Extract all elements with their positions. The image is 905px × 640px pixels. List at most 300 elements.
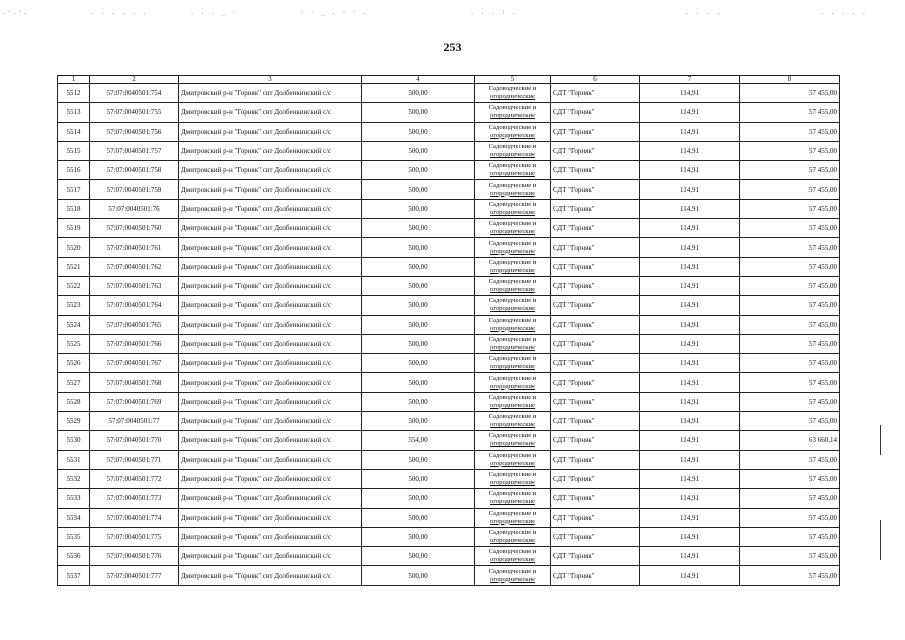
organization: СДТ "Горняк" bbox=[551, 450, 640, 469]
land-use-line-1: Садоводческие и bbox=[488, 181, 537, 189]
address: Дмитровский р-н "Горняк" снт Долбенкинский с/с bbox=[179, 450, 362, 469]
organization: СДТ "Горняк" bbox=[551, 334, 640, 353]
cadastral-number: 57:07:0040501:775 bbox=[90, 527, 179, 546]
address: Дмитровский р-н "Горняк" снт Долбенкинский с/с bbox=[179, 103, 362, 122]
area: 500,00 bbox=[362, 276, 475, 295]
cadastral-number: 57:07:0040501:768 bbox=[90, 373, 179, 392]
cadastral-value: 57 455,00 bbox=[740, 547, 840, 566]
cadastral-value: 57 455,00 bbox=[740, 103, 840, 122]
land-use-line-1: Садоводческие и bbox=[488, 548, 537, 556]
row-number: 5522 bbox=[58, 276, 90, 295]
cadastral-number: 57:07:0040501:762 bbox=[90, 257, 179, 276]
row-number: 5517 bbox=[58, 180, 90, 199]
area: 500,00 bbox=[362, 296, 475, 315]
area: 500,00 bbox=[362, 161, 475, 180]
land-use bbox=[475, 84, 551, 103]
cadastral-value: 57 455,00 bbox=[740, 566, 840, 585]
table-row bbox=[58, 334, 840, 353]
cadastral-value: 57 455,00 bbox=[740, 84, 840, 103]
land-use-line-1: Садоводческие и bbox=[488, 278, 537, 286]
land-use bbox=[475, 392, 551, 411]
cadastral-number: 57:07:0040501:773 bbox=[90, 489, 179, 508]
address: Дмитровский р-н "Горняк" снт Долбенкинский с/с bbox=[179, 141, 362, 160]
land-use-line-2: огороднические bbox=[490, 305, 535, 313]
area: 500,00 bbox=[362, 315, 475, 334]
organization: СДТ "Горняк" bbox=[551, 527, 640, 546]
table-row bbox=[58, 566, 840, 585]
address: Дмитровский р-н "Горняк" снт Долбенкинский с/с bbox=[179, 527, 362, 546]
land-use bbox=[475, 161, 551, 180]
land-use-line-2: огороднические bbox=[490, 228, 535, 236]
address: Дмитровский р-н "Горняк" снт Долбенкинский с/с bbox=[179, 354, 362, 373]
land-use bbox=[475, 199, 551, 218]
rate: 114,91 bbox=[640, 334, 740, 353]
land-use bbox=[475, 315, 551, 334]
organization: СДТ "Горняк" bbox=[551, 199, 640, 218]
land-use-line-2: огороднические bbox=[490, 170, 535, 178]
land-use-line-2: огороднические bbox=[490, 324, 535, 332]
rate: 114,91 bbox=[640, 122, 740, 141]
land-use-line-2: огороднические bbox=[490, 247, 535, 255]
table-row bbox=[58, 103, 840, 122]
address: Дмитровский р-н "Горняк" снт Долбенкинский с/с bbox=[179, 180, 362, 199]
row-number: 5514 bbox=[58, 122, 90, 141]
address: Дмитровский р-н "Горняк" снт Долбенкинский с/с bbox=[179, 469, 362, 488]
land-use-line-2: огороднические bbox=[490, 344, 535, 351]
land-use-line-2: огороднические bbox=[490, 363, 535, 371]
cadastral-value: 57 455,00 bbox=[740, 257, 840, 276]
organization: СДТ "Горняк" bbox=[551, 547, 640, 566]
cadastral-number: 57:07:0040501:759 bbox=[90, 180, 179, 199]
row-number: 5534 bbox=[58, 508, 90, 527]
land-use-line-2: огороднические bbox=[490, 112, 535, 120]
land-use bbox=[475, 180, 551, 199]
table-row bbox=[58, 527, 840, 546]
cadastral-number: 57:07:0040501:757 bbox=[90, 141, 179, 160]
land-use-line-1: Садоводческие и bbox=[488, 471, 537, 479]
cadastral-number: 57:07:0040501:760 bbox=[90, 219, 179, 238]
row-number: 5525 bbox=[58, 334, 90, 353]
organization: СДТ "Горняк" bbox=[551, 296, 640, 315]
land-use-line-2: огороднические bbox=[490, 382, 535, 390]
scan-noise: .-.-. . . . . . . . . . _ - - - _ . - - . . . . : . . . . . . . . . . bbox=[2, 8, 867, 16]
land-use bbox=[475, 450, 551, 469]
cadastral-value: 57 455,00 bbox=[740, 315, 840, 334]
page-number: 253 bbox=[443, 40, 462, 54]
land-use-line-2: огороднические bbox=[490, 151, 535, 159]
land-use-line-2: огороднические bbox=[490, 266, 535, 274]
cadastral-number: 57:07:0040501:770 bbox=[90, 431, 179, 450]
row-number: 5521 bbox=[58, 257, 90, 276]
organization: СДТ "Горняк" bbox=[551, 469, 640, 488]
address: Дмитровский р-н "Горняк" снт Долбенкинский с/с bbox=[179, 392, 362, 411]
column-number: 5 bbox=[475, 76, 551, 84]
address: Дмитровский р-н "Горняк" снт Долбенкинский с/с bbox=[179, 508, 362, 527]
table-row bbox=[58, 238, 840, 257]
cadastral-value: 57 455,00 bbox=[740, 392, 840, 411]
area: 500,00 bbox=[362, 508, 475, 527]
land-use bbox=[475, 566, 551, 585]
column-number: 3 bbox=[179, 76, 362, 84]
land-use bbox=[475, 257, 551, 276]
cadastral-value: 57 455,00 bbox=[740, 199, 840, 218]
margin-mark bbox=[880, 520, 881, 560]
cadastral-value: 57 455,00 bbox=[740, 276, 840, 295]
column-number: 8 bbox=[740, 76, 840, 84]
row-number: 5520 bbox=[58, 238, 90, 257]
rate: 114,91 bbox=[640, 508, 740, 527]
area: 554,00 bbox=[362, 431, 475, 450]
land-use-line-1: Садоводческие и bbox=[488, 509, 537, 517]
organization: СДТ "Горняк" bbox=[551, 84, 640, 103]
table-row bbox=[58, 547, 840, 566]
margin-mark bbox=[880, 425, 881, 455]
land-use bbox=[475, 547, 551, 566]
address: Дмитровский р-н "Горняк" снт Долбенкинский с/с bbox=[179, 238, 362, 257]
organization: СДТ "Горняк" bbox=[551, 257, 640, 276]
column-number: 6 bbox=[551, 76, 640, 84]
row-number: 5535 bbox=[58, 527, 90, 546]
area: 500,00 bbox=[362, 219, 475, 238]
land-use bbox=[475, 431, 551, 450]
address: Дмитровский р-н "Горняк" снт Долбенкинский с/с bbox=[179, 334, 362, 353]
address: Дмитровский р-н "Горняк" снт Долбенкинский с/с bbox=[179, 296, 362, 315]
row-number: 5536 bbox=[58, 547, 90, 566]
organization: СДТ "Горняк" bbox=[551, 489, 640, 508]
organization: СДТ "Горняк" bbox=[551, 392, 640, 411]
organization: СДТ "Горняк" bbox=[551, 180, 640, 199]
column-number: 2 bbox=[90, 76, 179, 84]
land-use-line-2: огороднические bbox=[490, 93, 535, 101]
rate: 114,91 bbox=[640, 84, 740, 103]
rate: 114,91 bbox=[640, 199, 740, 218]
area: 500,00 bbox=[362, 412, 475, 431]
cadastral-value: 57 455,00 bbox=[740, 354, 840, 373]
area: 500,00 bbox=[362, 334, 475, 353]
address: Дмитровский р-н "Горняк" снт Долбенкинский с/с bbox=[179, 547, 362, 566]
organization: СДТ "Горняк" bbox=[551, 508, 640, 527]
land-use-line-2: огороднические bbox=[490, 401, 535, 409]
land-use-line-2: огороднические bbox=[490, 517, 535, 525]
table-row bbox=[58, 141, 840, 160]
organization: СДТ "Горняк" bbox=[551, 354, 640, 373]
row-number: 5513 bbox=[58, 103, 90, 122]
cadastral-number: 57:07:0040501:763 bbox=[90, 276, 179, 295]
land-use bbox=[475, 238, 551, 257]
land-use bbox=[475, 373, 551, 392]
land-use-line-2: огороднические bbox=[490, 421, 535, 429]
column-number-row bbox=[58, 76, 840, 84]
area: 500,00 bbox=[362, 141, 475, 160]
land-use-line-1: Садоводческие и bbox=[488, 432, 537, 440]
area: 500,00 bbox=[362, 547, 475, 566]
land-use-line-1: Садоводческие и bbox=[488, 451, 537, 459]
cadastral-value: 57 455,00 bbox=[740, 141, 840, 160]
cadastral-number: 57:07:0040501:766 bbox=[90, 334, 179, 353]
land-use bbox=[475, 527, 551, 546]
row-number: 5533 bbox=[58, 489, 90, 508]
address: Дмитровский р-н "Горняк" снт Долбенкинский с/с bbox=[179, 412, 362, 431]
column-number: 4 bbox=[362, 76, 475, 84]
row-number: 5532 bbox=[58, 469, 90, 488]
land-use-line-1: Садоводческие и bbox=[488, 297, 537, 305]
rate: 114,91 bbox=[640, 489, 740, 508]
table-row bbox=[58, 469, 840, 488]
rate: 114,91 bbox=[640, 354, 740, 373]
cadastral-number: 57:07:0040501:772 bbox=[90, 469, 179, 488]
organization: СДТ "Горняк" bbox=[551, 276, 640, 295]
cadastral-number: 57:07:0040501:756 bbox=[90, 122, 179, 141]
organization: СДТ "Горняк" bbox=[551, 161, 640, 180]
cadastral-value: 57 455,00 bbox=[740, 469, 840, 488]
land-use-line-1: Садоводческие и bbox=[488, 85, 537, 93]
table-row bbox=[58, 84, 840, 103]
cadastral-number: 57:07:0040501:777 bbox=[90, 566, 179, 585]
land-use bbox=[475, 334, 551, 353]
land-use-line-2: огороднические bbox=[490, 498, 535, 506]
address: Дмитровский р-н "Горняк" снт Долбенкинский с/с bbox=[179, 431, 362, 450]
cadastral-value: 57 455,00 bbox=[740, 219, 840, 238]
land-use-line-1: Садоводческие и bbox=[488, 355, 537, 363]
table-row bbox=[58, 392, 840, 411]
address: Дмитровский р-н "Горняк" снт Долбенкинский с/с bbox=[179, 161, 362, 180]
organization: СДТ "Горняк" bbox=[551, 373, 640, 392]
row-number: 5523 bbox=[58, 296, 90, 315]
address: Дмитровский р-н "Горняк" снт Долбенкинский с/с bbox=[179, 199, 362, 218]
row-number: 5515 bbox=[58, 141, 90, 160]
land-use-line-1: Садоводческие и bbox=[488, 104, 537, 112]
address: Дмитровский р-н "Горняк" снт Долбенкинский с/с bbox=[179, 219, 362, 238]
cadastral-value: 57 455,00 bbox=[740, 412, 840, 431]
cadastral-value: 57 455,00 bbox=[740, 296, 840, 315]
row-number: 5518 bbox=[58, 199, 90, 218]
cadastral-number: 57:07:0040501:764 bbox=[90, 296, 179, 315]
cadastral-value: 57 455,00 bbox=[740, 527, 840, 546]
land-use-line-1: Садоводческие и bbox=[488, 316, 537, 324]
table-row bbox=[58, 354, 840, 373]
row-number: 5512 bbox=[58, 84, 90, 103]
cadastral-value: 57 455,00 bbox=[740, 334, 840, 353]
area: 500,00 bbox=[362, 180, 475, 199]
land-use bbox=[475, 122, 551, 141]
cadastral-value: 57 455,00 bbox=[740, 161, 840, 180]
area: 500,00 bbox=[362, 257, 475, 276]
address: Дмитровский р-н "Горняк" снт Долбенкинский с/с bbox=[179, 122, 362, 141]
area: 500,00 bbox=[362, 469, 475, 488]
cadastral-value: 57 455,00 bbox=[740, 450, 840, 469]
land-use-line-1: Садоводческие и bbox=[488, 336, 537, 343]
organization: СДТ "Горняк" bbox=[551, 103, 640, 122]
land-use bbox=[475, 354, 551, 373]
row-number: 5524 bbox=[58, 315, 90, 334]
table-row bbox=[58, 296, 840, 315]
table-row bbox=[58, 508, 840, 527]
organization: СДТ "Горняк" bbox=[551, 566, 640, 585]
land-use bbox=[475, 103, 551, 122]
land-use-line-1: Садоводческие и bbox=[488, 143, 537, 151]
table-row bbox=[58, 219, 840, 238]
cadastral-number: 57:07:0040501:767 bbox=[90, 354, 179, 373]
land-use-line-1: Садоводческие и bbox=[488, 162, 537, 170]
rate: 114,91 bbox=[640, 450, 740, 469]
rate: 114,91 bbox=[640, 373, 740, 392]
land-use-line-1: Садоводческие и bbox=[488, 528, 537, 536]
cadastral-number: 57:07:0040501:76 bbox=[90, 199, 179, 218]
table-row bbox=[58, 180, 840, 199]
land-use bbox=[475, 276, 551, 295]
cadastral-number: 57:07:0040501:769 bbox=[90, 392, 179, 411]
rate: 114,91 bbox=[640, 161, 740, 180]
table-row bbox=[58, 373, 840, 392]
land-use-line-1: Садоводческие и bbox=[488, 123, 537, 131]
cadastral-value: 57 455,00 bbox=[740, 122, 840, 141]
area: 500,00 bbox=[362, 527, 475, 546]
cadastral-value: 57 455,00 bbox=[740, 508, 840, 527]
area: 500,00 bbox=[362, 354, 475, 373]
table-row bbox=[58, 257, 840, 276]
rate: 114,91 bbox=[640, 392, 740, 411]
rate: 114,91 bbox=[640, 296, 740, 315]
land-use-line-2: огороднические bbox=[490, 286, 535, 294]
land-use bbox=[475, 219, 551, 238]
organization: СДТ "Горняк" bbox=[551, 315, 640, 334]
organization: СДТ "Горняк" bbox=[551, 122, 640, 141]
area: 500,00 bbox=[362, 489, 475, 508]
row-number: 5537 bbox=[58, 566, 90, 585]
area: 500,00 bbox=[362, 84, 475, 103]
land-use bbox=[475, 508, 551, 527]
row-number: 5529 bbox=[58, 412, 90, 431]
organization: СДТ "Горняк" bbox=[551, 219, 640, 238]
organization: СДТ "Горняк" bbox=[551, 431, 640, 450]
land-use-line-1: Садоводческие и bbox=[488, 258, 537, 266]
land-use-line-2: огороднические bbox=[490, 208, 535, 216]
rate: 114,91 bbox=[640, 315, 740, 334]
area: 500,00 bbox=[362, 566, 475, 585]
cadastral-number: 57:07:0040501:774 bbox=[90, 508, 179, 527]
cadastral-number: 57:07:0040501:754 bbox=[90, 84, 179, 103]
land-use bbox=[475, 141, 551, 160]
cadastral-value: 57 455,00 bbox=[740, 489, 840, 508]
land-use bbox=[475, 489, 551, 508]
cadastral-number: 57:07:0040501:771 bbox=[90, 450, 179, 469]
row-number: 5519 bbox=[58, 219, 90, 238]
address: Дмитровский р-н "Горняк" снт Долбенкинский с/с bbox=[179, 489, 362, 508]
table-row bbox=[58, 199, 840, 218]
row-number: 5526 bbox=[58, 354, 90, 373]
column-number: 1 bbox=[58, 76, 90, 84]
land-use-line-2: огороднические bbox=[490, 479, 535, 487]
rate: 114,91 bbox=[640, 431, 740, 450]
row-number: 5516 bbox=[58, 161, 90, 180]
address: Дмитровский р-н "Горняк" снт Долбенкинский с/с bbox=[179, 276, 362, 295]
rate: 114,91 bbox=[640, 219, 740, 238]
table-row bbox=[58, 412, 840, 431]
land-use bbox=[475, 469, 551, 488]
organization: СДТ "Горняк" bbox=[551, 238, 640, 257]
organization: СДТ "Горняк" bbox=[551, 412, 640, 431]
land-use-line-1: Садоводческие и bbox=[488, 413, 537, 421]
rate: 114,91 bbox=[640, 103, 740, 122]
cadastral-number: 57:07:0040501:755 bbox=[90, 103, 179, 122]
area: 500,00 bbox=[362, 199, 475, 218]
land-use-line-1: Садоводческие и bbox=[488, 393, 537, 401]
rate: 114,91 bbox=[640, 566, 740, 585]
land-use-line-2: огороднические bbox=[490, 189, 535, 197]
area: 500,00 bbox=[362, 238, 475, 257]
cadastral-value: 63 660,14 bbox=[740, 431, 840, 450]
rate: 114,91 bbox=[640, 257, 740, 276]
rate: 114,91 bbox=[640, 412, 740, 431]
land-use-line-1: Садоводческие и bbox=[488, 220, 537, 228]
land-use bbox=[475, 412, 551, 431]
cadastral-value: 57 455,00 bbox=[740, 180, 840, 199]
cadastral-number: 57:07:0040501:765 bbox=[90, 315, 179, 334]
cadastral-number: 57:07:0040501:761 bbox=[90, 238, 179, 257]
table-row bbox=[58, 489, 840, 508]
land-use-line-2: огороднические bbox=[490, 536, 535, 544]
area: 500,00 bbox=[362, 122, 475, 141]
rate: 114,91 bbox=[640, 141, 740, 160]
rate: 114,91 bbox=[640, 238, 740, 257]
land-use-line-1: Садоводческие и bbox=[488, 239, 537, 247]
area: 500,00 bbox=[362, 103, 475, 122]
cadastral-number: 57:07:0040501:776 bbox=[90, 547, 179, 566]
land-use-line-2: огороднические bbox=[490, 131, 535, 139]
organization: СДТ "Горняк" bbox=[551, 141, 640, 160]
cadastral-number: 57:07:0040501:758 bbox=[90, 161, 179, 180]
land-registry-table bbox=[57, 75, 840, 586]
table-row bbox=[58, 431, 840, 450]
table-row bbox=[58, 161, 840, 180]
rate: 114,91 bbox=[640, 180, 740, 199]
area: 500,00 bbox=[362, 373, 475, 392]
table-row bbox=[58, 450, 840, 469]
address: Дмитровский р-н "Горняк" снт Долбенкинский с/с bbox=[179, 373, 362, 392]
land-use-line-2: огороднические bbox=[490, 459, 535, 467]
cadastral-number: 57:07:0040501:77 bbox=[90, 412, 179, 431]
rate: 114,91 bbox=[640, 547, 740, 566]
row-number: 5530 bbox=[58, 431, 90, 450]
address: Дмитровский р-н "Горняк" снт Долбенкинский с/с bbox=[179, 315, 362, 334]
row-number: 5528 bbox=[58, 392, 90, 411]
table-row bbox=[58, 315, 840, 334]
rate: 114,91 bbox=[640, 469, 740, 488]
land-use-line-1: Садоводческие и bbox=[488, 490, 537, 498]
column-number: 7 bbox=[640, 76, 740, 84]
table-row bbox=[58, 276, 840, 295]
land-use-line-2: огороднические bbox=[490, 556, 535, 564]
rate: 114,91 bbox=[640, 527, 740, 546]
area: 500,00 bbox=[362, 450, 475, 469]
row-number: 5527 bbox=[58, 373, 90, 392]
rate: 114,91 bbox=[640, 276, 740, 295]
cadastral-value: 57 455,00 bbox=[740, 238, 840, 257]
land-use-line-2: огороднические bbox=[490, 440, 535, 448]
land-use-line-1: Садоводческие и bbox=[488, 374, 537, 382]
address: Дмитровский р-н "Горняк" снт Долбенкинский с/с bbox=[179, 257, 362, 276]
land-use-line-2: огороднические bbox=[490, 575, 535, 583]
cadastral-value: 57 455,00 bbox=[740, 373, 840, 392]
land-use-line-1: Садоводческие и bbox=[488, 567, 537, 575]
area: 500,00 bbox=[362, 392, 475, 411]
address: Дмитровский р-н "Горняк" снт Долбенкинский с/с bbox=[179, 84, 362, 103]
row-number: 5531 bbox=[58, 450, 90, 469]
address: Дмитровский р-н "Горняк" снт Долбенкинский с/с bbox=[179, 566, 362, 585]
table-row bbox=[58, 122, 840, 141]
land-use-line-1: Садоводческие и bbox=[488, 200, 537, 208]
land-use bbox=[475, 296, 551, 315]
